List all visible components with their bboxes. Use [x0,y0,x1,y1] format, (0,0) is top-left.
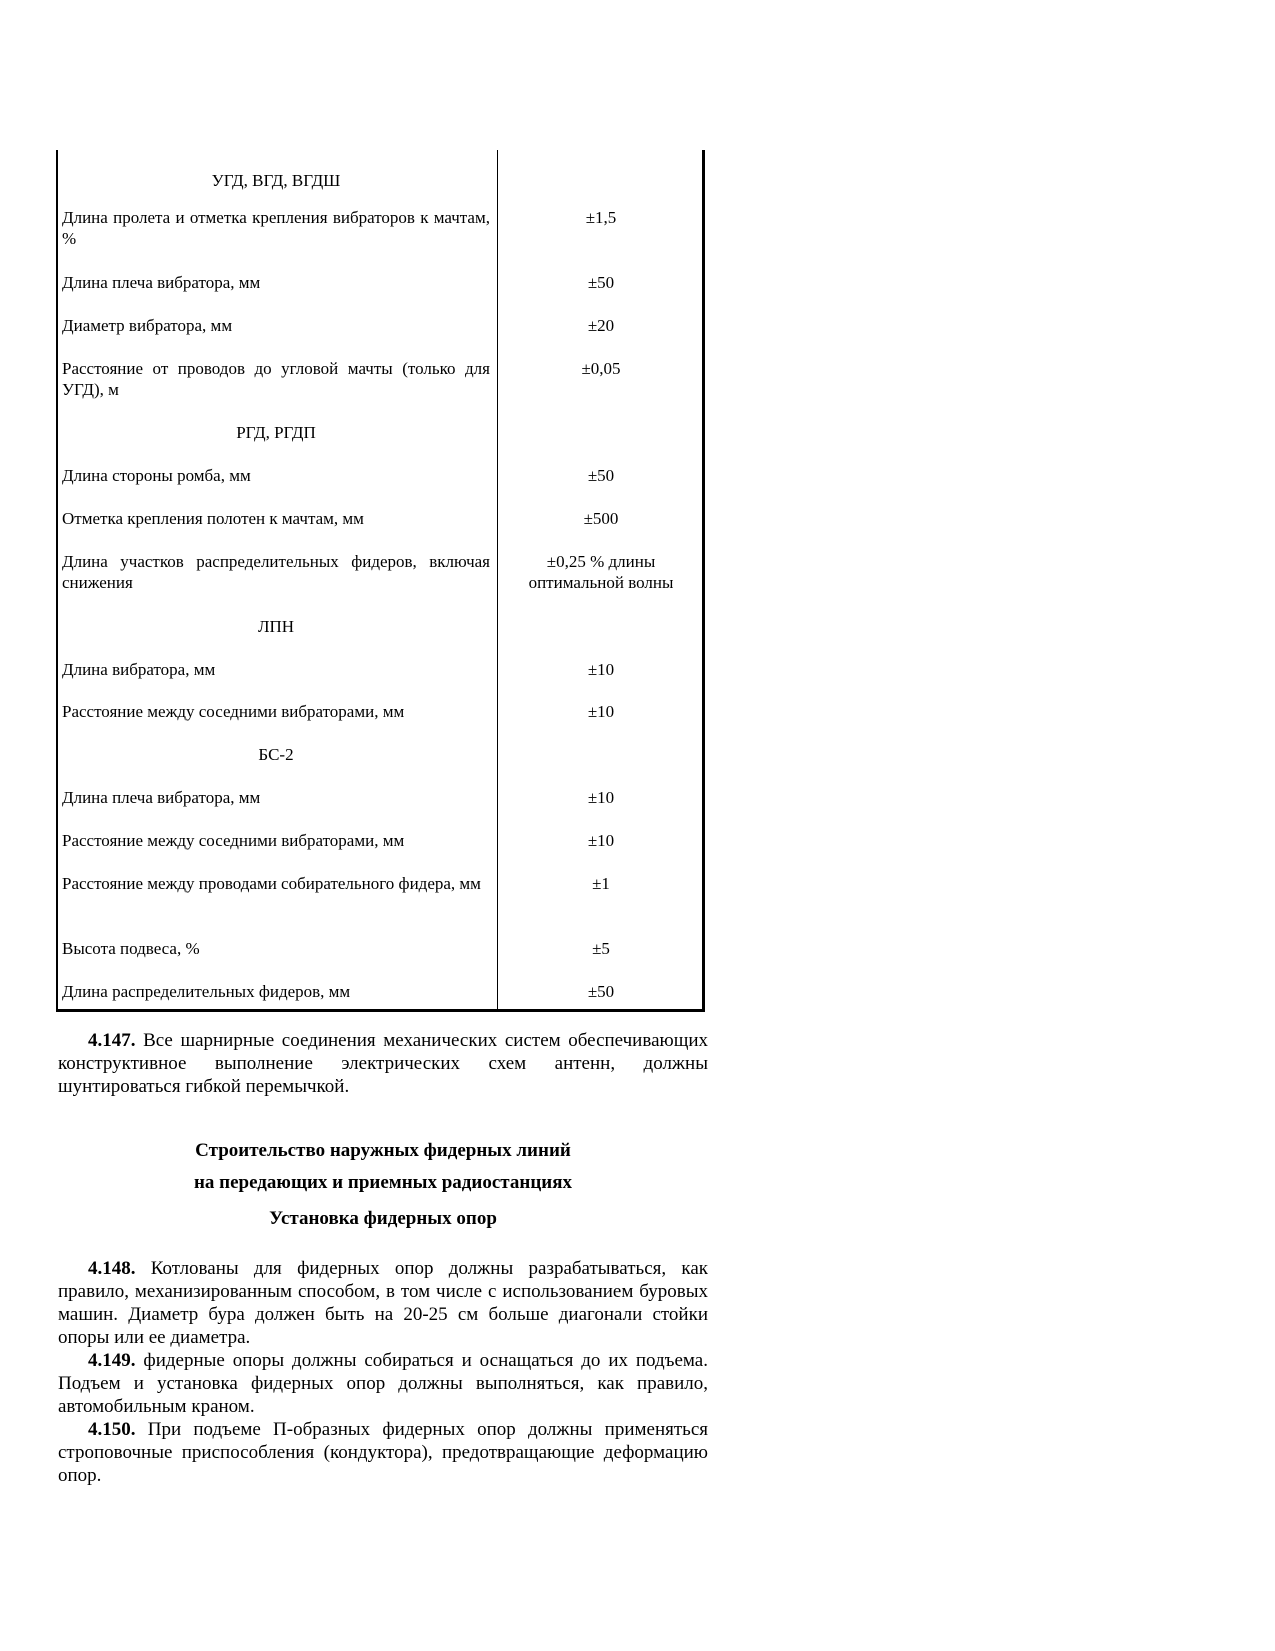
table-border-right [702,150,705,1012]
table-row [56,303,706,346]
paragraph-number: 4.149. [88,1350,136,1371]
table-group-row [56,150,706,195]
paragraph-text: При подъеме П-образных фидерных опор должны применяться строповочные приспособления (кондуктора), предотвращающие деформацию опор. [58,1419,708,1486]
section-heading-line-1: Строительство наружных фидерных линий [195,1140,571,1161]
table-row [56,818,706,861]
table-border-middle [497,150,498,1012]
paragraph-number: 4.148. [88,1258,136,1279]
parameter-name: Длина стороны ромба, мм [62,466,251,486]
table-row [56,647,706,690]
paragraph-4-147 [58,1029,708,1098]
parameter-name: Расстояние между соседними вибраторами, мм [62,831,405,851]
group-name: БС-2 [258,745,294,765]
paragraphs-4-148-to-4-150 [58,1257,708,1487]
paragraph-text: Все шарнирные соединения механических систем обеспечивающих конструктивное выполнение электрических схем антенн, должны шунтироваться гибкой перемычкой. [58,1030,708,1097]
table-row [56,926,706,969]
group-name: ЛПН [257,616,295,636]
tolerance-value [496,732,706,775]
table-row [56,775,706,818]
tolerance-value: ±50 [587,981,615,1001]
group-name: РГД, РГДП [236,423,316,443]
tolerance-value: ±10 [587,788,615,808]
paragraph-4-148 [58,1257,708,1349]
paragraph-4-150 [58,1418,708,1487]
tolerance-value: ±10 [587,702,615,722]
tolerance-value: ±50 [587,272,615,292]
table-border-left [56,150,58,1012]
table-row [56,689,706,732]
table-row [56,453,706,496]
table-group-row [56,604,706,647]
table-row [56,260,706,303]
tolerance-value: ±10 [587,659,615,679]
paragraph-number: 4.150. [88,1419,136,1440]
tolerance-table-body [56,150,706,1012]
parameter-name: Расстояние от проводов до угловой мачты (только для УГД), м [62,358,490,399]
parameter-name: Отметка крепления полотен к мачтам, мм [62,509,364,529]
table-group-row [56,410,706,453]
parameter-name: Расстояние между соседними вибраторами, мм [62,702,405,722]
parameter-name: Длина участков распределительных фидеров, включая снижения [62,552,490,593]
tolerance-value [496,604,706,647]
table-row [56,496,706,539]
tolerance-value: ±5 [592,938,610,958]
parameter-name: Длина плеча вибратора, мм [62,272,261,292]
tolerance-value: ±20 [587,315,615,335]
tolerance-value: ±50 [587,466,615,486]
section-heading-line-2: на передающих и приемных радиостанциях [193,1172,572,1193]
table-group-row [56,732,706,775]
parameter-name: Высота подвеса, % [62,938,200,958]
paragraph-4-149 [58,1349,708,1418]
group-name: УГД, ВГД, ВГДШ [211,171,341,190]
parameter-name: Диаметр вибратора, мм [62,315,233,335]
parameter-name: Длина пролета и отметка крепления вибраторов к мачтам, % [62,208,490,249]
table-row [56,861,706,925]
parameter-name: Длина вибратора, мм [62,659,216,679]
parameter-name: Длина плеча вибратора, мм [62,788,261,808]
paragraph-text: фидерные опоры должны собираться и оснащаться до их подъема. Подъем и установка фидерных опор должны выполняться, как правило, автомобильным краном. [58,1350,708,1417]
tolerance-value: ±1 [592,874,610,894]
paragraph-text: Котлованы для фидерных опор должны разрабатываться, как правило, механизированным способом, в том числе с использованием буровых машин. Диаметр бура должен быть на 20-25 см больше диагонали стойки опоры или ее диаметра. [58,1258,708,1348]
tolerance-value: ±0,25 % длины оптимальной волны [528,552,674,593]
section-heading [58,1135,708,1199]
subsection-heading: Установка фидерных опор [269,1208,497,1229]
table-border-bottom [56,1009,705,1012]
table-row [56,969,706,1012]
tolerance-table-grid [56,150,706,1012]
parameter-name: Длина распределительных фидеров, мм [62,981,351,1001]
tolerance-value: ±0,05 [581,358,621,378]
table-row [56,195,706,259]
tolerance-value: ±10 [587,831,615,851]
tolerance-value [496,410,706,453]
paragraph-number: 4.147. [88,1030,136,1051]
tolerance-value: ±1,5 [585,208,617,228]
tolerance-table [56,150,706,1012]
parameter-name: Расстояние между проводами собирательного фидера, мм [62,874,481,894]
table-row [56,346,706,410]
tolerance-value [496,150,706,195]
tolerance-value: ±500 [583,509,619,529]
table-row [56,539,706,603]
